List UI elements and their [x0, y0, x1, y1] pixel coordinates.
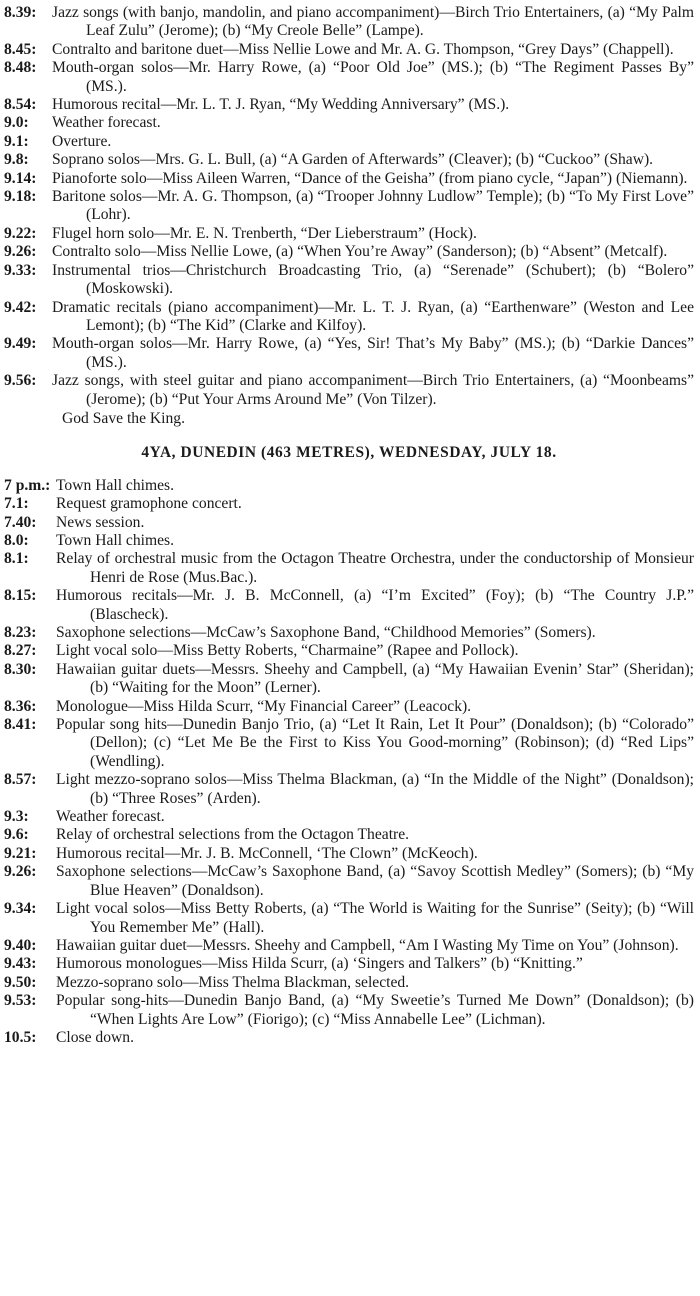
- program-entry: [4, 335, 694, 372]
- entry-time: 7.40:: [4, 513, 37, 531]
- entry-description: Baritone solos—Mr. A. G. Thompson, (a) “Trooper Johnny Ludlow” Temple); (b) “To My First Love” (Lohr).: [52, 188, 694, 224]
- program-entry: [4, 1029, 694, 1047]
- program-entry: [4, 225, 694, 243]
- closing-line: God Save the King.: [62, 409, 185, 427]
- program-entry: [4, 170, 694, 188]
- program-entry: [4, 495, 694, 513]
- entry-time: 9.14:: [4, 169, 37, 187]
- entry-description: Hawaiian guitar duet—Messrs. Sheehy and Campbell, “Am I Wasting My Time on You” (Johnson).: [56, 936, 679, 954]
- program-entry: [4, 114, 694, 132]
- program-entry: [4, 992, 694, 1029]
- entry-time: 9.33:: [4, 261, 37, 279]
- entry-description: Pianoforte solo—Miss Aileen Warren, “Dance of the Geisha” (from piano cycle, “Japan”) (Niemann).: [52, 169, 688, 187]
- program-entry: [4, 188, 694, 225]
- entry-description: Weather forecast.: [56, 808, 165, 826]
- entry-description: Humorous recital—Mr. L. T. J. Ryan, “My Wedding Anniversary” (MS.).: [52, 96, 510, 114]
- entry-description: Dramatic recitals (piano accompaniment)—Mr. L. T. J. Ryan, (a) “Earthenware” (Weston and Lee Lemont); (b) “The Kid” (Clarke and Kilfoy).: [52, 298, 694, 334]
- program-entry: [4, 863, 694, 900]
- program-entry: [4, 532, 694, 550]
- program-entry: [4, 372, 694, 409]
- entry-time: 8.54:: [4, 96, 37, 114]
- entry-time: 8.15:: [4, 587, 37, 605]
- program-section-christchurch: [4, 4, 694, 409]
- entry-time: 10.5:: [4, 1028, 37, 1046]
- entry-time: 7.1:: [4, 495, 29, 513]
- entry-description: Jazz songs, with steel guitar and piano accompaniment—Birch Trio Entertainers, (a) “Moonbeams” (Jerome); (b) “Put Your Arms Around Me” (Von Tilzer).: [52, 372, 694, 408]
- program-entry: [4, 514, 694, 532]
- entry-time: 8.39:: [4, 4, 37, 21]
- entry-time: 8.36:: [4, 697, 37, 715]
- entry-time: 9.26:: [4, 243, 37, 261]
- entry-description: Humorous monologues—Miss Hilda Scurr, (a) ‘Singers and Talkers” (b) “Knitting.”: [56, 955, 583, 973]
- entry-time: 9.22:: [4, 224, 37, 242]
- program-entry: [4, 771, 694, 808]
- entry-description: Popular song hits—Dunedin Banjo Trio, (a) “Let It Rain, Let It Pour” (Donaldson); (b) “Colorado” (Dellon); (c) “Let Me Be the First to Kiss You Good-morning” (Robinson); (d) “Red Lips” (Wendling).: [56, 716, 694, 770]
- entry-time: 9.1:: [4, 132, 29, 150]
- entry-description: Contralto solo—Miss Nellie Lowe, (a) “When You’re Away” (Sanderson); (b) “Absent” (Metcalf).: [52, 243, 668, 261]
- program-entry: [4, 661, 694, 698]
- entry-time: 8.27:: [4, 642, 37, 660]
- entry-time: 9.43:: [4, 955, 37, 973]
- entry-time: 8.48:: [4, 59, 37, 77]
- entry-time: 8.30:: [4, 660, 37, 678]
- entry-time: 8.23:: [4, 624, 37, 641]
- program-entry: [4, 826, 694, 844]
- entry-description: Instrumental trios—Christchurch Broadcasting Trio, (a) “Serenade” (Schubert); (b) “Bolero” (Moskowski).: [52, 261, 694, 298]
- entry-time: 9.3:: [4, 808, 29, 826]
- program-entry: [4, 974, 694, 992]
- entry-description: Contralto and baritone duet—Miss Nellie Lowe and Mr. A. G. Thompson, “Grey Days” (Chappell).: [52, 40, 674, 58]
- program-entry: [4, 151, 694, 169]
- program-entry: [4, 262, 694, 299]
- program-entry: [4, 716, 694, 771]
- entry-description: Relay of orchestral selections from the Octagon Theatre.: [56, 826, 410, 844]
- entry-description: Hawaiian guitar duets—Messrs. Sheehy and Campbell, (a) “My Hawaiian Evenin’ Star” (Sheridan); (b) “Waiting for the Moon” (Lerner).: [56, 660, 694, 697]
- program-entry: [4, 808, 694, 826]
- entry-description: Mouth-organ solos—Mr. Harry Rowe, (a) “Poor Old Joe” (MS.); (b) “The Regiment Passes By” (MS.).: [52, 59, 694, 95]
- program-entry: [4, 587, 694, 624]
- entry-description: Request gramophone concert.: [56, 495, 242, 513]
- program-entry: [4, 133, 694, 151]
- entry-description: Overture.: [52, 132, 112, 150]
- entry-time: 9.53:: [4, 992, 37, 1010]
- entry-description: Town Hall chimes.: [56, 476, 175, 494]
- entry-description: Mouth-organ solos—Mr. Harry Rowe, (a) “Yes, Sir! That’s My Baby” (MS.); (b) “Darkie Dances” (MS.).: [52, 335, 694, 371]
- program-entry: [4, 900, 694, 937]
- entry-time: 9.50:: [4, 973, 37, 991]
- entry-description: Town Hall chimes.: [56, 531, 175, 549]
- entry-description: Monologue—Miss Hilda Scurr, “My Financial Career” (Leacock).: [56, 697, 472, 715]
- entry-description: Jazz songs (with banjo, mandolin, and piano accompaniment)—Birch Trio Entertainers, (a) “My Palm Leaf Zulu” (Jerome); (b) “My Creole Belle” (Lampe).: [52, 4, 694, 40]
- program-entry: [4, 299, 694, 336]
- station-heading: 4YA, DUNEDIN (463 METRES), WEDNESDAY, JULY 18.: [141, 444, 557, 462]
- entry-description: Soprano solos—Mrs. G. L. Bull, (a) “A Garden of Afterwards” (Cleaver); (b) “Cuckoo” (Shaw).: [52, 151, 654, 169]
- entry-time: 9.6:: [4, 826, 29, 844]
- entry-time: 9.40:: [4, 936, 37, 954]
- entry-time: 8.41:: [4, 716, 37, 734]
- program-entry: [4, 845, 694, 863]
- entry-time: 8.45:: [4, 40, 37, 58]
- entry-description: Saxophone selections—McCaw’s Saxophone Band, “Childhood Memories” (Somers).: [56, 624, 596, 641]
- program-entry: [4, 937, 694, 955]
- entry-time: 9.0:: [4, 114, 29, 132]
- entry-time: 9.18:: [4, 188, 37, 206]
- entry-description: Humorous recitals—Mr. J. B. McConnell, (a) “I’m Excited” (Foy); (b) “The Country J.P.” (Blascheck).: [56, 587, 694, 623]
- program-entry: [4, 96, 694, 114]
- program-entry: [4, 4, 694, 41]
- entry-time: 9.8:: [4, 151, 29, 169]
- entry-description: Saxophone selections—McCaw’s Saxophone Band, (a) “Savoy Scottish Medley” (Somers); (b) “My Blue Heaven” (Donaldson).: [56, 863, 694, 899]
- program-entry: [4, 477, 694, 495]
- program-entry: [4, 550, 694, 587]
- entry-description: Flugel horn solo—Mr. E. N. Trenberth, “Der Lieberstraum” (Hock).: [52, 224, 477, 242]
- entry-description: Humorous recital—Mr. J. B. McConnell, ‘The Clown” (McKeoch).: [56, 844, 478, 862]
- entry-description: Close down.: [56, 1028, 134, 1046]
- entry-description: Weather forecast.: [52, 114, 161, 132]
- entry-time: 8.0:: [4, 531, 29, 549]
- program-entry: [4, 41, 694, 59]
- entry-time: 9.56:: [4, 372, 37, 390]
- entry-time: 9.34:: [4, 900, 37, 918]
- program-entry: [4, 243, 694, 261]
- program-section-dunedin: [4, 477, 694, 1048]
- program-entry: [4, 624, 694, 642]
- entry-time: 8.57:: [4, 771, 37, 789]
- entry-time: 9.26:: [4, 863, 37, 881]
- entry-time: 7 p.m.:: [4, 476, 51, 494]
- entry-description: Light vocal solos—Miss Betty Roberts, (a) “The World is Waiting for the Sunrise” (Seity); (b) “Will You Remember Me” (Hall).: [56, 900, 694, 936]
- entry-description: Light mezzo-soprano solos—Miss Thelma Blackman, (a) “In the Middle of the Night” (Donaldson); (b) “Three Roses” (Arden).: [56, 771, 694, 807]
- entry-time: 9.42:: [4, 298, 37, 316]
- entry-time: 9.49:: [4, 335, 37, 353]
- program-entry: [4, 955, 694, 973]
- entry-description: Mezzo-soprano solo—Miss Thelma Blackman, selected.: [56, 973, 410, 991]
- entry-description: Popular song-hits—Dunedin Banjo Band, (a) “My Sweetie’s Turned Me Down” (Donaldson); (b) “When Lights Are Low” (Fiorigo); (c) “Miss Annabelle Lee” (Lichman).: [56, 992, 694, 1028]
- entry-time: 9.21:: [4, 844, 37, 862]
- entry-description: Light vocal solo—Miss Betty Roberts, “Charmaine” (Rapee and Pollock).: [56, 642, 519, 660]
- entry-time: 8.1:: [4, 550, 29, 568]
- program-entry: [4, 642, 694, 660]
- program-entry: [4, 59, 694, 96]
- program-entry: [4, 698, 694, 716]
- entry-description: News session.: [56, 513, 145, 531]
- entry-description: Relay of orchestral music from the Octagon Theatre Orchestra, under the conductorship of Monsieur Henri de Rose (Mus.Bac.).: [56, 550, 694, 586]
